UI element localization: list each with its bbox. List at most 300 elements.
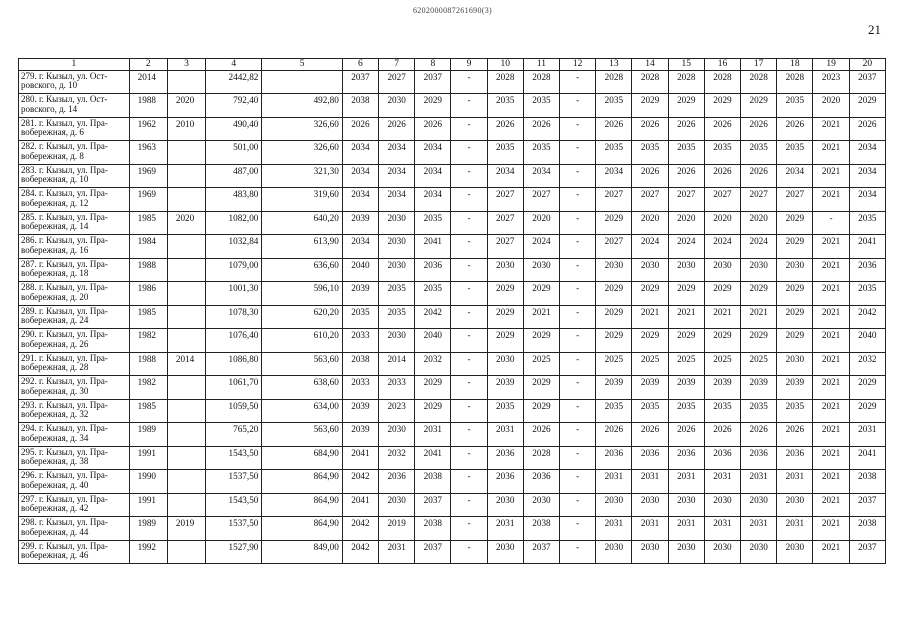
table-cell: 2030	[523, 258, 559, 282]
table-cell: 2030	[741, 258, 777, 282]
table-cell: 2028	[704, 70, 740, 94]
area-cell: 1537,50	[206, 517, 262, 541]
table-cell: 2029	[487, 329, 523, 353]
table-cell: 2031	[704, 517, 740, 541]
table-cell: 2030	[379, 493, 415, 517]
table-cell: 2030	[777, 352, 813, 376]
table-cell: 2026	[523, 117, 559, 141]
table-cell: 2021	[813, 141, 849, 165]
table-cell: 2039	[342, 282, 378, 306]
table-cell: 2032	[849, 352, 885, 376]
year-cell: 1991	[129, 493, 167, 517]
year-cell: 2020	[167, 94, 205, 118]
table-cell: 2035	[415, 282, 451, 306]
table-cell: 2030	[379, 235, 415, 259]
table-cell: 2028	[523, 446, 559, 470]
area-cell: 1061,70	[206, 376, 262, 400]
table-cell: -	[560, 446, 596, 470]
table-cell: 2026	[777, 423, 813, 447]
table-cell: 2038	[415, 470, 451, 494]
table-cell: 2026	[668, 164, 704, 188]
table-cell: 2037	[849, 540, 885, 564]
table-cell: 2021	[632, 305, 668, 329]
table-cell: 2034	[342, 235, 378, 259]
table-cell: 2037	[415, 540, 451, 564]
table-cell: 2036	[668, 446, 704, 470]
area-cell: 864,90	[262, 470, 342, 494]
table-cell: 2029	[668, 282, 704, 306]
table-cell: 2029	[704, 282, 740, 306]
address-cell: 286. г. Кызыл, ул. Пра-вобережная, д. 16	[19, 235, 130, 259]
table-cell: 2034	[487, 164, 523, 188]
table-cell: 2030	[379, 423, 415, 447]
table-cell: 2039	[596, 376, 632, 400]
column-header-2: 2	[129, 59, 167, 71]
table-cell: 2026	[777, 117, 813, 141]
table-cell: 2027	[487, 235, 523, 259]
table-cell: 2029	[487, 305, 523, 329]
table-cell: -	[451, 493, 487, 517]
table-cell: 2030	[487, 352, 523, 376]
table-cell: 2036	[379, 470, 415, 494]
table-cell: 2035	[704, 141, 740, 165]
table-row	[19, 376, 886, 400]
table-cell: 2021	[813, 329, 849, 353]
area-cell: 1001,30	[206, 282, 262, 306]
table-cell: 2035	[415, 211, 451, 235]
area-cell: 849,00	[262, 540, 342, 564]
column-header-9: 9	[451, 59, 487, 71]
table-cell: 2041	[415, 235, 451, 259]
table-cell: 2029	[704, 94, 740, 118]
table-cell: 2030	[668, 493, 704, 517]
year-cell: 1985	[129, 399, 167, 423]
table-body	[19, 70, 886, 564]
table-cell: 2026	[596, 423, 632, 447]
table-cell: 2031	[741, 470, 777, 494]
area-cell: 1543,50	[206, 493, 262, 517]
table-cell: 2030	[596, 258, 632, 282]
table-cell: 2025	[596, 352, 632, 376]
table-cell: 2036	[487, 470, 523, 494]
table-cell: 2021	[813, 188, 849, 212]
area-cell: 864,90	[262, 517, 342, 541]
table-cell: -	[451, 376, 487, 400]
area-cell: 326,60	[262, 141, 342, 165]
column-header-3: 3	[167, 59, 205, 71]
address-cell: 284. г. Кызыл, ул. Пра-вобережная, д. 12	[19, 188, 130, 212]
column-header-4: 4	[206, 59, 262, 71]
table-cell: 2029	[741, 94, 777, 118]
table-cell: 2026	[704, 164, 740, 188]
table-cell: 2020	[704, 211, 740, 235]
table-cell: 2029	[523, 329, 559, 353]
table-row	[19, 70, 886, 94]
year-cell: 1990	[129, 470, 167, 494]
table-cell: 2034	[596, 164, 632, 188]
address-cell: 282. г. Кызыл, ул. Пра-вобережная, д. 8	[19, 141, 130, 165]
table-cell: 2030	[777, 493, 813, 517]
table-cell: 2028	[777, 70, 813, 94]
table-cell: 2038	[849, 470, 885, 494]
table-cell: 2021	[813, 352, 849, 376]
table-row	[19, 235, 886, 259]
area-cell: 640,20	[262, 211, 342, 235]
table-cell: 2036	[523, 470, 559, 494]
table-cell: 2021	[813, 235, 849, 259]
table-cell: 2042	[342, 517, 378, 541]
table-cell: 2029	[632, 94, 668, 118]
address-cell: 299. г. Кызыл, ул. Пра-вобережная, д. 46	[19, 540, 130, 564]
area-cell: 2442,82	[206, 70, 262, 94]
table-cell: 2031	[704, 470, 740, 494]
address-cell: 296. г. Кызыл, ул. Пра-вобережная, д. 40	[19, 470, 130, 494]
table-cell: 2028	[632, 70, 668, 94]
table-cell: 2028	[741, 70, 777, 94]
table-cell: 2028	[487, 70, 523, 94]
table-cell: 2021	[813, 164, 849, 188]
table-cell: 2035	[487, 141, 523, 165]
table-cell: 2031	[379, 540, 415, 564]
table-cell: 2030	[632, 540, 668, 564]
address-cell: 287. г. Кызыл, ул. Пра-вобережная, д. 18	[19, 258, 130, 282]
table-row	[19, 493, 886, 517]
table-cell: 2038	[523, 517, 559, 541]
document-header-code: 6202000087261690(3)	[412, 6, 493, 15]
year-cell: 1986	[129, 282, 167, 306]
table-cell: 2031	[487, 423, 523, 447]
table-cell: 2029	[777, 235, 813, 259]
table-cell: 2039	[741, 376, 777, 400]
table-cell: 2038	[342, 94, 378, 118]
table-cell: 2034	[523, 164, 559, 188]
table-cell: 2034	[379, 164, 415, 188]
year-cell: 1988	[129, 352, 167, 376]
table-cell: 2021	[523, 305, 559, 329]
table-cell: -	[451, 540, 487, 564]
table-cell: -	[451, 117, 487, 141]
area-cell	[262, 70, 342, 94]
table-cell: 2035	[632, 141, 668, 165]
year-cell	[167, 540, 205, 564]
table-cell: -	[451, 258, 487, 282]
table-cell: 2026	[668, 117, 704, 141]
table-cell: 2041	[342, 446, 378, 470]
table-cell: 2030	[777, 540, 813, 564]
table-cell: 2035	[668, 141, 704, 165]
table-cell: 2024	[704, 235, 740, 259]
table-row	[19, 446, 886, 470]
year-cell	[167, 423, 205, 447]
address-cell: 288. г. Кызыл, ул. Пра-вобережная, д. 20	[19, 282, 130, 306]
table-cell: 2021	[813, 470, 849, 494]
year-cell: 2014	[167, 352, 205, 376]
table-cell: 2035	[777, 399, 813, 423]
table-cell: -	[451, 164, 487, 188]
area-cell: 487,00	[206, 164, 262, 188]
table-cell: 2037	[849, 70, 885, 94]
year-cell: 1985	[129, 211, 167, 235]
table-row	[19, 94, 886, 118]
table-cell: 2030	[596, 493, 632, 517]
column-header-14: 14	[632, 59, 668, 71]
table-cell: 2038	[342, 352, 378, 376]
area-cell: 638,60	[262, 376, 342, 400]
year-cell: 2014	[129, 70, 167, 94]
table-cell: -	[560, 329, 596, 353]
column-header-15: 15	[668, 59, 704, 71]
year-cell	[167, 70, 205, 94]
table-cell: 2031	[668, 470, 704, 494]
table-cell: 2035	[379, 282, 415, 306]
table-cell: -	[451, 235, 487, 259]
area-cell: 563,60	[262, 423, 342, 447]
area-cell: 1078,30	[206, 305, 262, 329]
table-cell: 2034	[777, 164, 813, 188]
table-cell: -	[451, 188, 487, 212]
table-cell: 2029	[849, 94, 885, 118]
table-cell: 2023	[379, 399, 415, 423]
table-cell: 2029	[777, 211, 813, 235]
table-cell: 2020	[741, 211, 777, 235]
year-cell: 1969	[129, 164, 167, 188]
table-row	[19, 164, 886, 188]
table-cell: 2026	[741, 164, 777, 188]
year-cell	[167, 282, 205, 306]
table-cell: 2034	[849, 164, 885, 188]
table-cell: 2035	[342, 305, 378, 329]
table-cell: 2026	[632, 423, 668, 447]
table-cell: -	[560, 493, 596, 517]
column-header-7: 7	[379, 59, 415, 71]
table-cell: 2033	[342, 329, 378, 353]
column-header-6: 6	[342, 59, 378, 71]
table-cell: 2026	[342, 117, 378, 141]
table-cell: 2035	[849, 211, 885, 235]
table-cell: 2036	[596, 446, 632, 470]
table-cell: 2027	[487, 211, 523, 235]
table-cell: 2021	[813, 423, 849, 447]
column-header-5: 5	[262, 59, 342, 71]
table-cell: -	[451, 517, 487, 541]
table-cell: -	[451, 470, 487, 494]
table-cell: -	[451, 70, 487, 94]
table-cell: 2021	[813, 493, 849, 517]
table-cell: 2036	[632, 446, 668, 470]
area-cell: 1086,80	[206, 352, 262, 376]
table-cell: 2027	[668, 188, 704, 212]
table-cell: -	[813, 211, 849, 235]
address-cell: 280. г. Кызыл, ул. Ост-ровского, д. 14	[19, 94, 130, 118]
table-cell: 2030	[668, 540, 704, 564]
table-cell: -	[560, 70, 596, 94]
table-cell: 2026	[632, 117, 668, 141]
column-header-12: 12	[560, 59, 596, 71]
column-header-16: 16	[704, 59, 740, 71]
table-cell: 2026	[379, 117, 415, 141]
table-cell: 2035	[523, 141, 559, 165]
table-cell: 2021	[813, 376, 849, 400]
table-cell: 2037	[342, 70, 378, 94]
table-cell: 2039	[487, 376, 523, 400]
table-cell: 2035	[632, 399, 668, 423]
column-header-11: 11	[523, 59, 559, 71]
year-cell: 2020	[167, 211, 205, 235]
table-cell: -	[451, 211, 487, 235]
area-cell: 620,20	[262, 305, 342, 329]
table-cell: 2042	[849, 305, 885, 329]
table-cell: 2029	[777, 282, 813, 306]
table-cell: 2026	[523, 423, 559, 447]
area-cell: 490,40	[206, 117, 262, 141]
area-cell: 563,60	[262, 352, 342, 376]
table-cell: 2034	[342, 188, 378, 212]
table-cell: -	[560, 164, 596, 188]
table-cell: -	[560, 188, 596, 212]
year-cell	[167, 305, 205, 329]
address-cell: 293. г. Кызыл, ул. Пра-вобережная, д. 32	[19, 399, 130, 423]
table-cell: 2038	[849, 517, 885, 541]
table-cell: 2040	[415, 329, 451, 353]
table-cell: 2030	[487, 258, 523, 282]
table-cell: 2029	[668, 94, 704, 118]
table-cell: -	[451, 305, 487, 329]
table-cell: 2035	[741, 399, 777, 423]
table-cell: -	[451, 446, 487, 470]
table-cell: 2039	[704, 376, 740, 400]
area-cell: 684,90	[262, 446, 342, 470]
area-cell: 765,20	[206, 423, 262, 447]
table-cell: 2034	[849, 188, 885, 212]
table-row	[19, 211, 886, 235]
year-cell: 1982	[129, 376, 167, 400]
table-cell: -	[451, 329, 487, 353]
table-cell: 2014	[379, 352, 415, 376]
table-cell: 2021	[813, 399, 849, 423]
table-cell: 2030	[741, 540, 777, 564]
area-cell: 634,00	[262, 399, 342, 423]
year-cell	[167, 164, 205, 188]
table-cell: 2035	[777, 94, 813, 118]
year-cell	[167, 399, 205, 423]
table-cell: 2036	[415, 258, 451, 282]
table-cell: 2037	[415, 493, 451, 517]
area-cell: 1032,84	[206, 235, 262, 259]
table-row	[19, 517, 886, 541]
table-cell: 2031	[487, 517, 523, 541]
table-cell: 2026	[668, 423, 704, 447]
column-header-18: 18	[777, 59, 813, 71]
area-cell: 864,90	[262, 493, 342, 517]
table-cell: 2031	[596, 470, 632, 494]
area-cell: 501,00	[206, 141, 262, 165]
table-cell: 2030	[632, 493, 668, 517]
column-header-19: 19	[813, 59, 849, 71]
table-cell: -	[560, 399, 596, 423]
table-cell: 2028	[668, 70, 704, 94]
table-cell: 2030	[379, 258, 415, 282]
table-cell: -	[451, 282, 487, 306]
table-cell: -	[560, 517, 596, 541]
area-cell: 1537,50	[206, 470, 262, 494]
year-cell	[167, 493, 205, 517]
column-header-1: 1	[19, 59, 130, 71]
table-cell: 2027	[523, 188, 559, 212]
year-cell: 2019	[167, 517, 205, 541]
table-cell: 2029	[596, 329, 632, 353]
year-cell: 1982	[129, 329, 167, 353]
table-row	[19, 423, 886, 447]
address-cell: 289. г. Кызыл, ул. Пра-вобережная, д. 24	[19, 305, 130, 329]
table-row	[19, 258, 886, 282]
table-cell: 2036	[849, 258, 885, 282]
year-cell	[167, 470, 205, 494]
table-cell: -	[560, 423, 596, 447]
table-cell: 2026	[741, 423, 777, 447]
year-cell	[167, 141, 205, 165]
table-cell: 2034	[415, 141, 451, 165]
table-cell: 2030	[668, 258, 704, 282]
table-cell: 2024	[741, 235, 777, 259]
address-cell: 285. г. Кызыл, ул. Пра-вобережная, д. 14	[19, 211, 130, 235]
table-cell: 2028	[596, 70, 632, 94]
table-cell: 2041	[849, 235, 885, 259]
area-cell: 319,60	[262, 188, 342, 212]
column-header-20: 20	[849, 59, 885, 71]
table-cell: 2029	[632, 329, 668, 353]
table-cell: 2040	[342, 258, 378, 282]
table-cell: 2039	[342, 399, 378, 423]
table-cell: 2028	[523, 70, 559, 94]
table-cell: 2034	[415, 188, 451, 212]
table-cell: 2035	[704, 399, 740, 423]
table-cell: 2024	[523, 235, 559, 259]
table-cell: 2035	[777, 141, 813, 165]
area-cell: 792,40	[206, 94, 262, 118]
table-cell: 2021	[741, 305, 777, 329]
table-cell: -	[560, 352, 596, 376]
table-cell: 2025	[632, 352, 668, 376]
table-cell: -	[560, 211, 596, 235]
table-cell: 2026	[632, 164, 668, 188]
table-cell: 2025	[741, 352, 777, 376]
address-cell: 295. г. Кызыл, ул. Пра-вобережная, д. 38	[19, 446, 130, 470]
table-cell: 2039	[777, 376, 813, 400]
table-cell: 2027	[379, 70, 415, 94]
year-cell: 1963	[129, 141, 167, 165]
area-cell: 1076,40	[206, 329, 262, 353]
table-cell: 2035	[849, 282, 885, 306]
table-cell: 2031	[777, 470, 813, 494]
area-cell: 610,20	[262, 329, 342, 353]
area-cell: 1527,90	[206, 540, 262, 564]
table-cell: 2023	[813, 70, 849, 94]
table-cell: 2032	[379, 446, 415, 470]
table-cell: 2034	[379, 141, 415, 165]
table-cell: 2042	[342, 470, 378, 494]
table-cell: 2035	[379, 305, 415, 329]
table-cell: 2035	[596, 141, 632, 165]
table-cell: 2021	[813, 540, 849, 564]
table-cell: 2037	[415, 70, 451, 94]
table-cell: 2026	[487, 117, 523, 141]
table-cell: -	[560, 540, 596, 564]
table-row	[19, 188, 886, 212]
table-cell: 2021	[813, 305, 849, 329]
table-cell: 2029	[596, 305, 632, 329]
year-cell: 1988	[129, 258, 167, 282]
year-cell: 1985	[129, 305, 167, 329]
